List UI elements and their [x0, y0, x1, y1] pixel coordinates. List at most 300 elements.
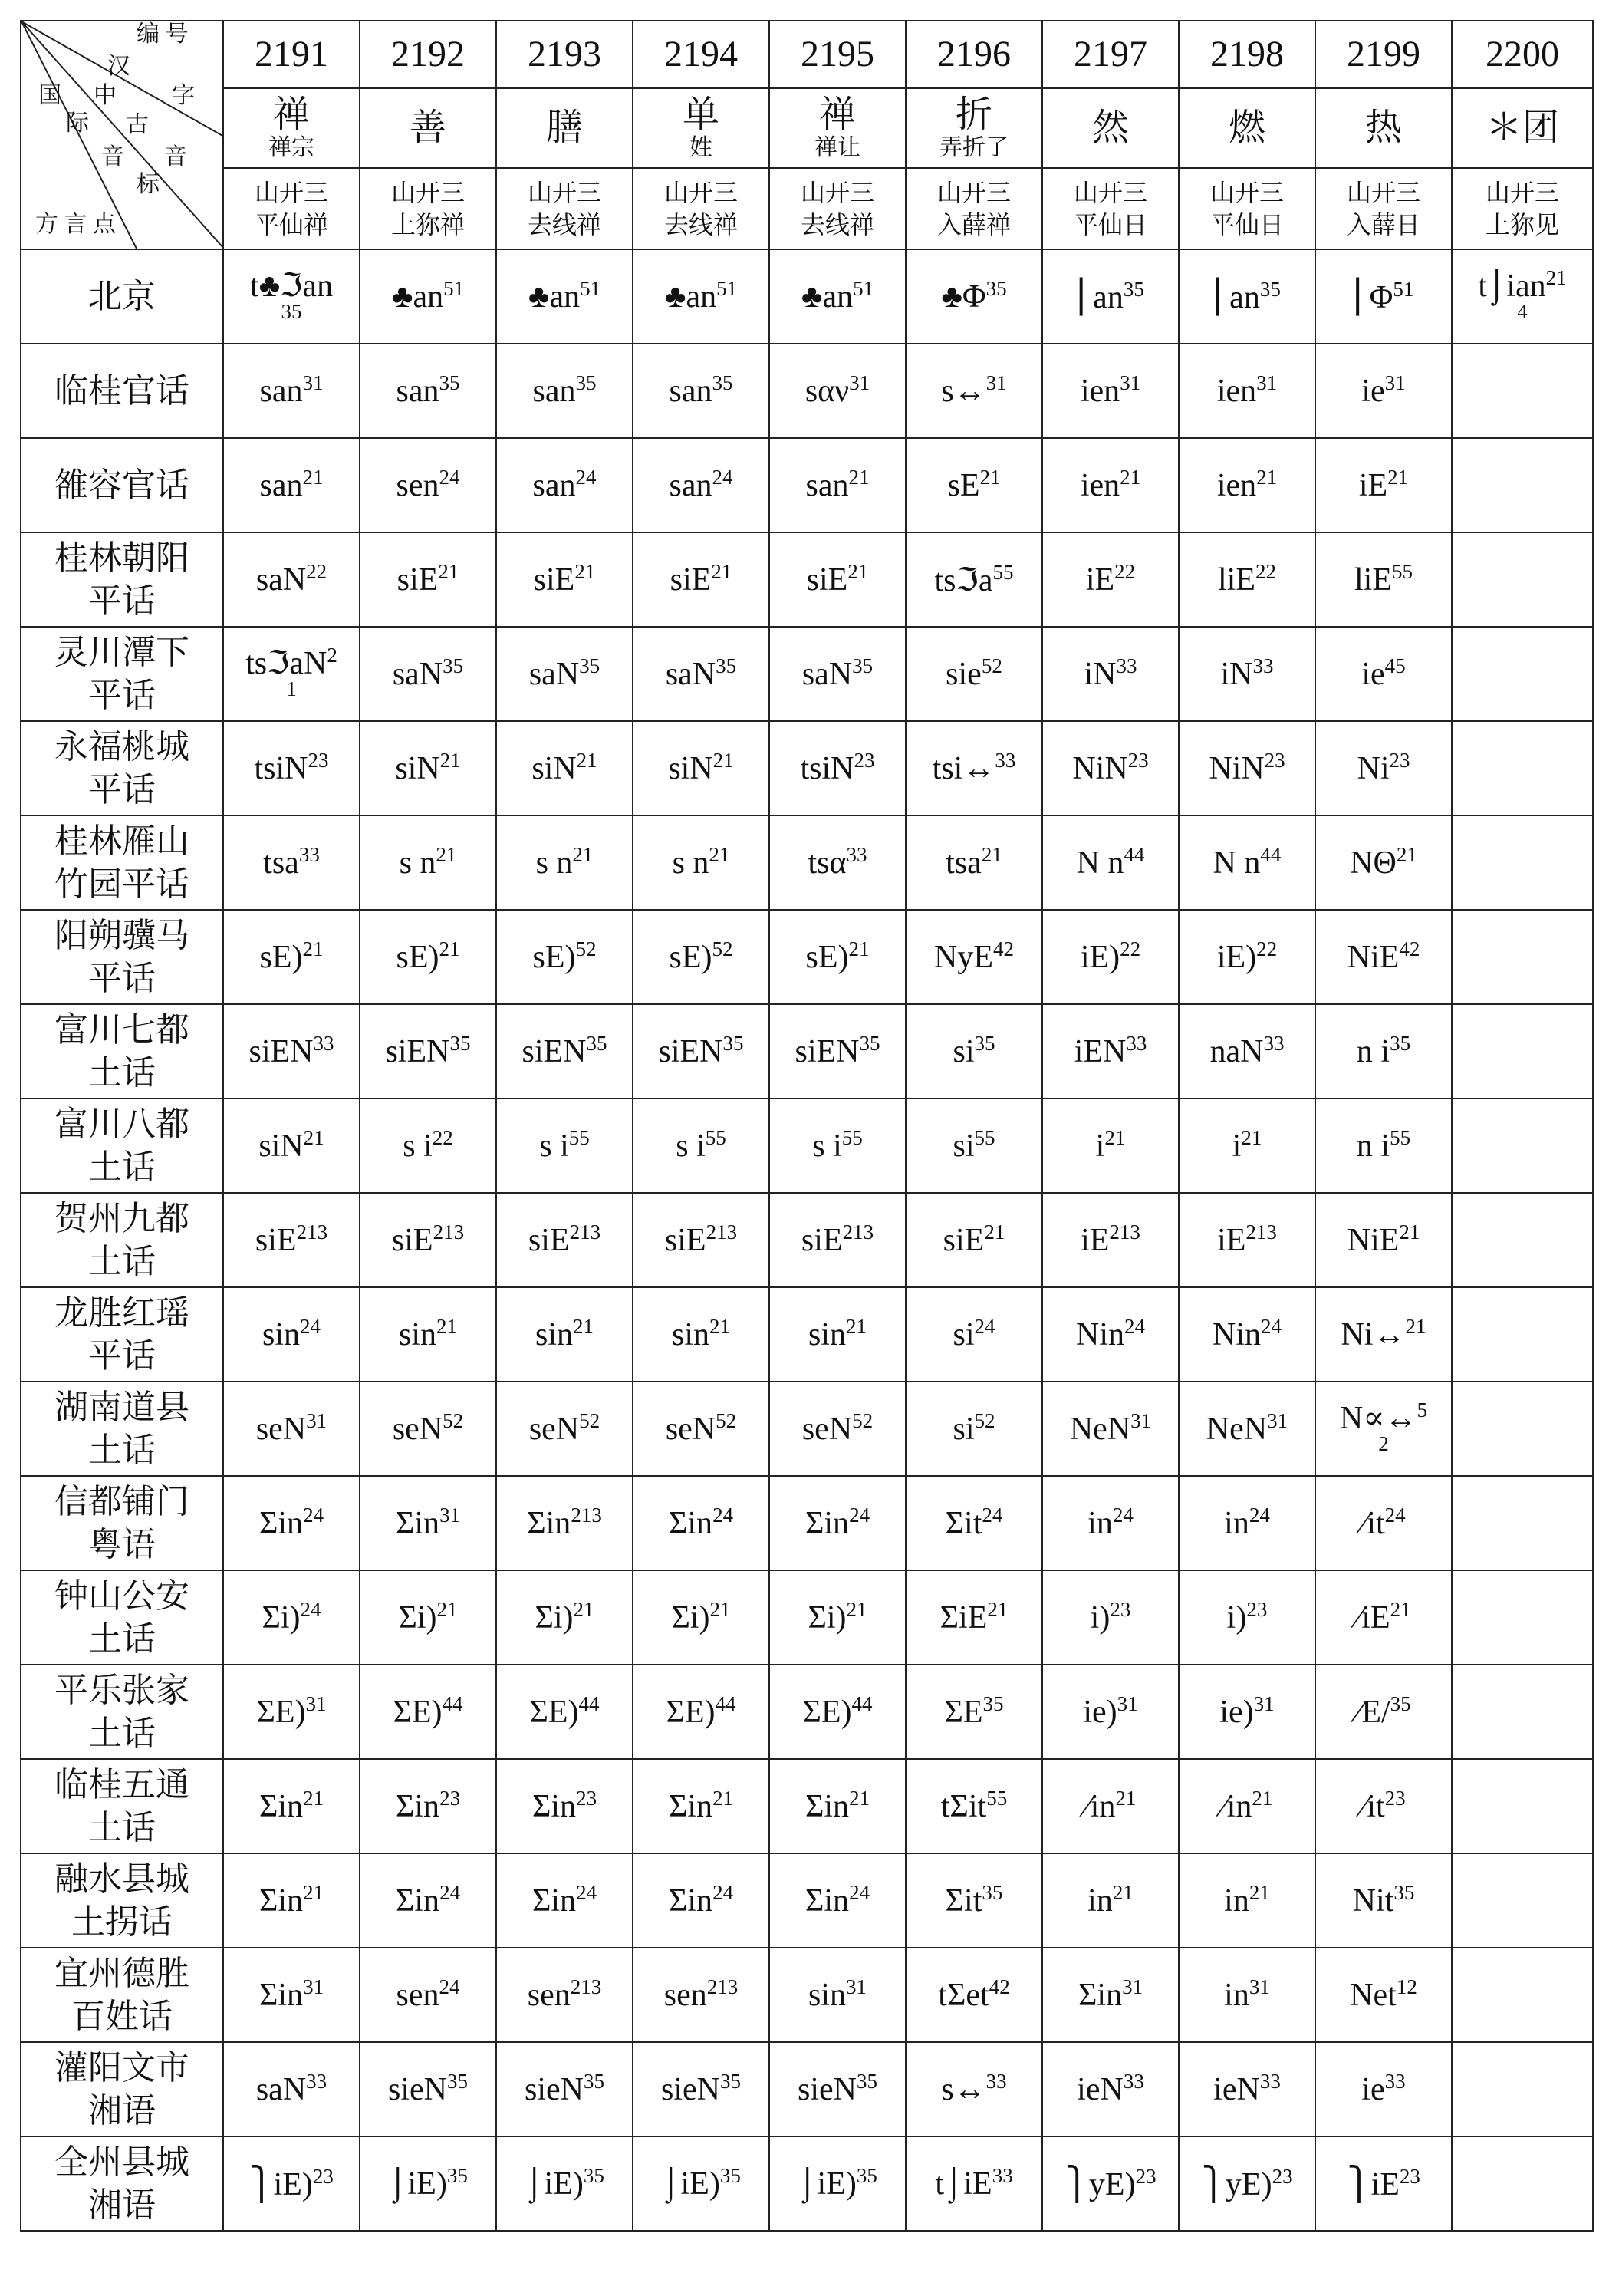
pronunciation-base: ⁄in [1221, 1788, 1252, 1824]
pronunciation-cell [223, 1665, 360, 1759]
tone-number: 21 [436, 1597, 458, 1621]
column-number: 2200 [1452, 21, 1593, 88]
pronunciation-cell [633, 438, 769, 532]
pronunciation-base: Ni↔ [1341, 1316, 1406, 1352]
pronunciation-base: Σi) [398, 1599, 437, 1636]
pronunciation-cell [223, 1382, 360, 1476]
pronunciation-base: siE [396, 562, 439, 598]
dialect-site [21, 1193, 223, 1287]
pronunciation-cell [223, 1476, 360, 1570]
tone-number: 24 [1124, 1314, 1145, 1338]
column-number: 2195 [769, 21, 906, 88]
tone-number: 24 [1384, 1503, 1406, 1527]
tone-number: 21 [1396, 842, 1417, 866]
tone-number: 52 [981, 654, 1002, 677]
pronunciation-cell [1315, 627, 1452, 721]
column-character [633, 88, 769, 168]
tone-number: 21 [1115, 1786, 1137, 1810]
pronunciation-cell [223, 344, 360, 438]
pronunciation-cell [496, 532, 633, 627]
pronunciation-cell [769, 2042, 906, 2136]
pronunciation-cell [496, 1759, 633, 1853]
pronunciation-base: s i [539, 1128, 569, 1164]
dialect-site-line-1: 北京 [88, 277, 156, 315]
table-row [21, 1193, 1593, 1287]
pronunciation-base: Nin [1076, 1316, 1124, 1352]
tone-number: 51 [580, 276, 601, 300]
tone-number: 21 [1112, 1880, 1134, 1904]
table-row [21, 438, 1593, 532]
pronunciation-base: Σit [945, 1505, 982, 1541]
tone-number: 21 [303, 1786, 324, 1810]
tone-number: 24 [712, 1503, 734, 1527]
tone-number: 23 [576, 1786, 597, 1810]
pronunciation-base: in [1087, 1883, 1113, 1919]
dialect-site-line-1: 雒容官话 [54, 466, 189, 504]
pronunciation-base: NeN [1069, 1411, 1131, 1447]
pronunciation-base: Σi) [671, 1599, 710, 1636]
tone-number: 35 [720, 2069, 741, 2093]
tone-number: 35 [447, 2069, 468, 2093]
tone-number: 35 [1259, 277, 1281, 301]
tone-number: 33 [1259, 2069, 1281, 2093]
table-row [21, 1099, 1593, 1193]
pronunciation-base: NiN [1072, 750, 1128, 786]
tone-number: 22 [1256, 937, 1278, 960]
dialect-site [21, 1476, 223, 1570]
tone-number: 21 [303, 1125, 324, 1149]
middle-chinese-category [1452, 168, 1593, 249]
pronunciation-cell [360, 2136, 496, 2231]
middle-chinese-mc1: 山开三 [1485, 178, 1559, 206]
column-character [1042, 88, 1179, 168]
pronunciation-cell [360, 1948, 496, 2042]
pronunciation-cell [223, 1948, 360, 2042]
pronunciation-cell [1315, 532, 1452, 627]
pronunciation-cell [633, 1193, 769, 1287]
pronunciation-cell [1452, 1665, 1593, 1759]
dialect-site-line-2: 湘语 [88, 2186, 156, 2224]
tone-number: 24 [712, 1880, 734, 1904]
pronunciation-cell [1452, 2042, 1593, 2136]
pronunciation-cell [496, 249, 633, 344]
pronunciation-cell [1452, 1287, 1593, 1382]
pronunciation-cell [223, 1099, 360, 1193]
column-number: 2197 [1042, 21, 1179, 88]
tone-number: 55 [992, 560, 1014, 584]
pronunciation-cell [1315, 815, 1452, 910]
pronunciation-base: sin [398, 1316, 436, 1352]
pronunciation-base: san [532, 467, 576, 503]
tone-number: 213 [569, 1220, 601, 1244]
tone-number: 21 [849, 1786, 870, 1810]
tone-number: 21 [846, 1597, 867, 1621]
pronunciation-cell [223, 1193, 360, 1287]
pronunciation-base: ie) [1219, 1694, 1254, 1730]
pronunciation-cell [1315, 1004, 1452, 1099]
pronunciation-cell [906, 249, 1042, 344]
pronunciation-cell [1042, 1948, 1179, 2042]
pronunciation-base: s↔ [941, 373, 986, 409]
table-row [21, 2042, 1593, 2136]
tone-number: 31 [846, 1975, 867, 1998]
dialect-site-line-1: 临桂五通 [54, 1765, 189, 1804]
dialect-site [21, 1099, 223, 1193]
pronunciation-base: ⎜Φ [1353, 279, 1393, 315]
pronunciation-base: t♣ℑan [249, 268, 334, 304]
pronunciation-base: saN [255, 562, 307, 598]
pronunciation-base: Nit [1352, 1883, 1394, 1919]
tone-number: 52 [716, 1408, 737, 1432]
pronunciation-cell [1042, 1099, 1179, 1193]
pronunciation-cell [1315, 344, 1452, 438]
character-glyph: 禅 [818, 94, 856, 135]
pronunciation-base: ⌡iE) [525, 2166, 584, 2202]
pronunciation-cell [1452, 2136, 1593, 2231]
middle-chinese-category [1042, 168, 1179, 249]
pronunciation-base: Σin [395, 1883, 440, 1919]
pronunciation-base: naN [1209, 1033, 1264, 1069]
pronunciation-cell [223, 438, 360, 532]
column-character [1315, 88, 1452, 168]
middle-chinese-mc1: 山开三 [390, 178, 465, 206]
corner-label-number: 编 号 [137, 21, 189, 47]
pronunciation-line [224, 268, 359, 304]
pronunciation-cell [906, 532, 1042, 627]
tone-number: 35 [1123, 277, 1144, 301]
dialect-site-line-2: 土话 [88, 1053, 156, 1092]
pronunciation-cell [360, 1382, 496, 1476]
pronunciation-cell [769, 1759, 906, 1853]
pronunciation-cell [1315, 1948, 1452, 2042]
pronunciation-base: sE) [396, 939, 439, 975]
pronunciation-base: Σin [531, 1788, 577, 1824]
tone-number: 21 [573, 1314, 594, 1338]
pronunciation-base: si [953, 1033, 975, 1069]
column-number: 2192 [360, 21, 496, 88]
character-gloss: 姓 [689, 134, 712, 160]
tone-number: 22 [306, 559, 327, 583]
table-row [21, 1570, 1593, 1665]
pronunciation-cell [360, 438, 496, 532]
pronunciation-cell [906, 2136, 1042, 2231]
pronunciation-cell [769, 1948, 906, 2042]
tone-number: 44 [1124, 842, 1145, 866]
pronunciation-base: sieN [525, 2071, 584, 2107]
pronunciation-cell [1452, 532, 1593, 627]
pronunciation-base: ⁄iE [1356, 1599, 1390, 1636]
pronunciation-cell [906, 1193, 1042, 1287]
tone-number: 44 [715, 1692, 736, 1715]
dialect-site-line-2: 平话 [88, 1336, 156, 1375]
table-row [21, 627, 1593, 721]
character-glyph: 禅 [272, 94, 310, 135]
dialect-site-line-1: 宜州德胜 [54, 1954, 189, 1992]
pronunciation-cell [496, 2136, 633, 2231]
dialect-site-line-2: 平话 [88, 676, 156, 714]
pronunciation-base: ⎫yE) [1201, 2166, 1272, 2202]
tone-number: 42 [989, 1975, 1010, 1998]
pronunciation-base: ⁄it [1361, 1505, 1385, 1541]
table-row [21, 910, 1593, 1004]
dialect-site [21, 344, 223, 438]
pronunciation-cell [360, 1099, 496, 1193]
tone-number: 52 [443, 1408, 464, 1432]
pronunciation-cell [1315, 2042, 1452, 2136]
table-row [21, 721, 1593, 815]
middle-chinese-mc2: 去线禅 [663, 210, 738, 239]
tone-number: 33 [985, 2069, 1007, 2093]
pronunciation-cell [1315, 1570, 1452, 1665]
pronunciation-base: ⌡iE) [798, 2166, 857, 2202]
tone-number: 35 [446, 2163, 468, 2187]
pronunciation-base: saN [255, 2071, 307, 2107]
column-character [496, 88, 633, 168]
pronunciation-cell [633, 815, 769, 910]
pronunciation-base: seN [665, 1411, 716, 1447]
tone-number: 21 [1120, 465, 1141, 489]
pronunciation-base: Ni [1357, 750, 1390, 786]
pronunciation-base: liE [1218, 562, 1255, 598]
pronunciation-base: ΣE) [256, 1694, 306, 1730]
pronunciation-cell [1042, 910, 1179, 1004]
pronunciation-base: i) [1090, 1599, 1111, 1636]
pronunciation-base: saN [665, 656, 716, 692]
pronunciation-base: sie [946, 656, 982, 692]
tone-number: 55 [974, 1125, 995, 1149]
pronunciation-cell [1042, 1853, 1179, 1948]
pronunciation-cell [496, 344, 633, 438]
tone-number: 213 [433, 1220, 465, 1244]
pronunciation-cell [1452, 1193, 1593, 1287]
pronunciation-base: ΣE) [666, 1694, 716, 1730]
pronunciation-base: t⌡ian [1478, 268, 1546, 304]
pronunciation-cell [360, 1759, 496, 1853]
dialect-site-line-1: 富川七都 [54, 1010, 189, 1049]
column-character [360, 88, 496, 168]
pronunciation-base: seN [255, 1411, 307, 1447]
pronunciation-base: seN [392, 1411, 443, 1447]
tone-number: 23 [1110, 1597, 1131, 1621]
pronunciation-base: ΣE) [393, 1694, 443, 1730]
tone-number: 33 [1263, 1031, 1285, 1055]
pronunciation-base: sen [527, 1977, 571, 2013]
pronunciation-cell [1452, 344, 1593, 438]
pronunciation-base: Σin [668, 1505, 713, 1541]
tone-number: 51 [716, 276, 738, 300]
pronunciation-cell [360, 1570, 496, 1665]
pronunciation-cell [633, 721, 769, 815]
pronunciation-cell [1042, 532, 1179, 627]
column-number: 2198 [1179, 21, 1315, 88]
pronunciation-cell [496, 1287, 633, 1382]
tone-number: 35 [716, 654, 737, 677]
tone-number: 22 [432, 1125, 453, 1149]
tone-number: 24 [576, 1880, 597, 1904]
dialect-site-line-2: 土话 [88, 1808, 156, 1846]
pronunciation-base: siE [664, 1222, 706, 1258]
pronunciation-base: saN [801, 656, 853, 692]
middle-chinese-mc1: 山开三 [527, 178, 601, 206]
pronunciation-cell [906, 1948, 1042, 2042]
pronunciation-base: Σin [804, 1883, 850, 1919]
pronunciation-base: ♣Φ [941, 278, 986, 315]
dialect-site-line-1: 富川八都 [54, 1105, 189, 1143]
tone-number: 23 [312, 2164, 334, 2188]
pronunciation-cell [906, 438, 1042, 532]
middle-chinese-mc2: 上狝见 [1485, 210, 1559, 239]
pronunciation-base: n i [1356, 1128, 1390, 1164]
tone-number: 22 [1114, 559, 1136, 583]
pronunciation-cell [1179, 1004, 1315, 1099]
pronunciation-cell [1315, 249, 1452, 344]
pronunciation-base: ien [1216, 467, 1257, 503]
tone-number: 21 [572, 842, 594, 866]
pronunciation-cell [769, 1476, 906, 1570]
tone-number: 35 [443, 654, 464, 677]
corner-label-gu: 古 [126, 112, 149, 137]
pronunciation-cell [769, 1570, 906, 1665]
pronunciation-cell [1179, 1759, 1315, 1853]
table-row [21, 1476, 1593, 1570]
tone-number: 31 [1249, 1975, 1270, 1998]
tone-number: 24 [300, 1314, 321, 1338]
tone-number: 23 [308, 748, 329, 772]
pronunciation-base: siE [255, 1222, 297, 1258]
pronunciation-cell [1179, 1382, 1315, 1476]
pronunciation-cell [360, 1853, 496, 1948]
pronunciation-cell [906, 1853, 1042, 1948]
dialect-site [21, 1853, 223, 1948]
table-row [21, 1948, 1593, 2042]
tone-number: 5 [1417, 1398, 1428, 1421]
pronunciation-base: Σin [258, 1977, 304, 2013]
tone-number: 24 [1261, 1314, 1282, 1338]
dialect-site [21, 910, 223, 1004]
pronunciation-cell [1315, 910, 1452, 1004]
pronunciation-base: seN [801, 1411, 853, 1447]
pronunciation-cell [769, 1193, 906, 1287]
pronunciation-cell [360, 344, 496, 438]
pronunciation-base: sin [808, 1977, 846, 2013]
dialect-site-line-1: 钟山公安 [54, 1576, 189, 1615]
pronunciation-cell [769, 627, 906, 721]
pronunciation-base: ΣE) [802, 1694, 852, 1730]
tone-number: 35 [584, 2069, 604, 2093]
tone-number: 21 [1104, 1125, 1126, 1149]
pronunciation-base: si [953, 1128, 975, 1164]
tone-number: 21 [1249, 1880, 1270, 1904]
pronunciation-base: tsℑaN [245, 645, 327, 681]
pronunciation-base: siEN [248, 1033, 314, 1069]
pronunciation-line [224, 643, 359, 681]
tone-number: 55 [705, 1125, 726, 1149]
dialect-site-line-2: 土话 [88, 1714, 156, 1752]
tone-number: 213 [571, 1503, 602, 1527]
pronunciation-cell [1042, 627, 1179, 721]
pronunciation-base: Σin [804, 1788, 850, 1824]
dialect-site-line-1: 信都铺门 [54, 1482, 189, 1520]
dialect-site-line-1: 融水县城 [54, 1860, 189, 1898]
middle-chinese-mc2: 上狝禅 [390, 210, 465, 239]
pronunciation-cell [1452, 438, 1593, 532]
pronunciation-base: sE [947, 467, 980, 503]
pronunciation-cell [1315, 1476, 1452, 1570]
table-row [21, 1287, 1593, 1382]
dialect-site-line-2: 土拐话 [71, 1902, 173, 1941]
pronunciation-base: sieN [661, 2071, 720, 2107]
pronunciation-base: tΣet [938, 1977, 989, 2013]
middle-chinese-category [223, 168, 360, 249]
table-row [21, 532, 1593, 627]
tone-number: 33 [995, 748, 1016, 772]
pronunciation-base: Σin [395, 1788, 440, 1824]
pronunciation-cell [906, 1570, 1042, 1665]
dialect-site-line-2: 土话 [88, 1431, 156, 1469]
middle-chinese-mc1: 山开三 [254, 178, 328, 206]
dialect-site-line-2: 土话 [88, 1148, 156, 1186]
pronunciation-cell [769, 1853, 906, 1948]
pronunciation-cell [633, 2042, 769, 2136]
tone-number: 213 [706, 1975, 739, 1998]
pronunciation-base: ⁄E/ [1356, 1694, 1390, 1730]
tone-number: 35 [859, 1031, 880, 1055]
pronunciation-base: iE) [1080, 939, 1120, 975]
pronunciation-base: s i [812, 1128, 842, 1164]
pronunciation-line [1316, 1398, 1451, 1436]
tone-number-wrapped: 2 [1378, 1431, 1389, 1455]
tone-number: 33 [1116, 654, 1137, 677]
pronunciation-base: sieN [798, 2071, 857, 2107]
column-number: 2196 [906, 21, 1042, 88]
tone-number: 23 [1127, 748, 1149, 772]
tone-number: 31 [1130, 1408, 1152, 1432]
tone-number: 35 [1393, 1880, 1415, 1904]
pronunciation-cell [906, 1382, 1042, 1476]
pronunciation-base: siN [531, 750, 577, 786]
column-number: 2199 [1315, 21, 1452, 88]
pronunciation-cell [360, 1476, 496, 1570]
pronunciation-cell [360, 721, 496, 815]
pronunciation-cell [223, 249, 360, 344]
pronunciation-cell [223, 1287, 360, 1382]
pronunciation-base: NeN [1206, 1411, 1268, 1447]
pronunciation-base: N n [1076, 845, 1124, 881]
middle-chinese-mc2: 入薛日 [1346, 210, 1420, 239]
tone-number: 31 [1384, 371, 1406, 394]
pronunciation-cell [1179, 1287, 1315, 1382]
tone-number: 24 [849, 1503, 870, 1527]
tone-number: 52 [712, 937, 733, 960]
tone-number: 52 [579, 1408, 600, 1432]
pronunciation-base: sin [671, 1316, 709, 1352]
pronunciation-base: sE) [669, 939, 712, 975]
dialect-site-line-1: 永福桃城 [54, 727, 189, 766]
dialect-site-line-1: 贺州九都 [54, 1199, 189, 1237]
pronunciation-base: ⌡iE) [661, 2166, 720, 2202]
tone-number: 21 [712, 1786, 734, 1810]
pronunciation-cell [496, 438, 633, 532]
pronunciation-cell [633, 1287, 769, 1382]
pronunciation-cell [1452, 815, 1593, 910]
tone-number: 24 [982, 1503, 1003, 1527]
tone-number: 21 [984, 1220, 1005, 1244]
tone-number: 24 [439, 1975, 460, 1998]
dialect-site-line-1: 桂林朝阳 [54, 539, 189, 577]
pronunciation-cell [1179, 721, 1315, 815]
table-row [21, 1759, 1593, 1853]
middle-chinese-mc2: 去线禅 [800, 210, 874, 239]
